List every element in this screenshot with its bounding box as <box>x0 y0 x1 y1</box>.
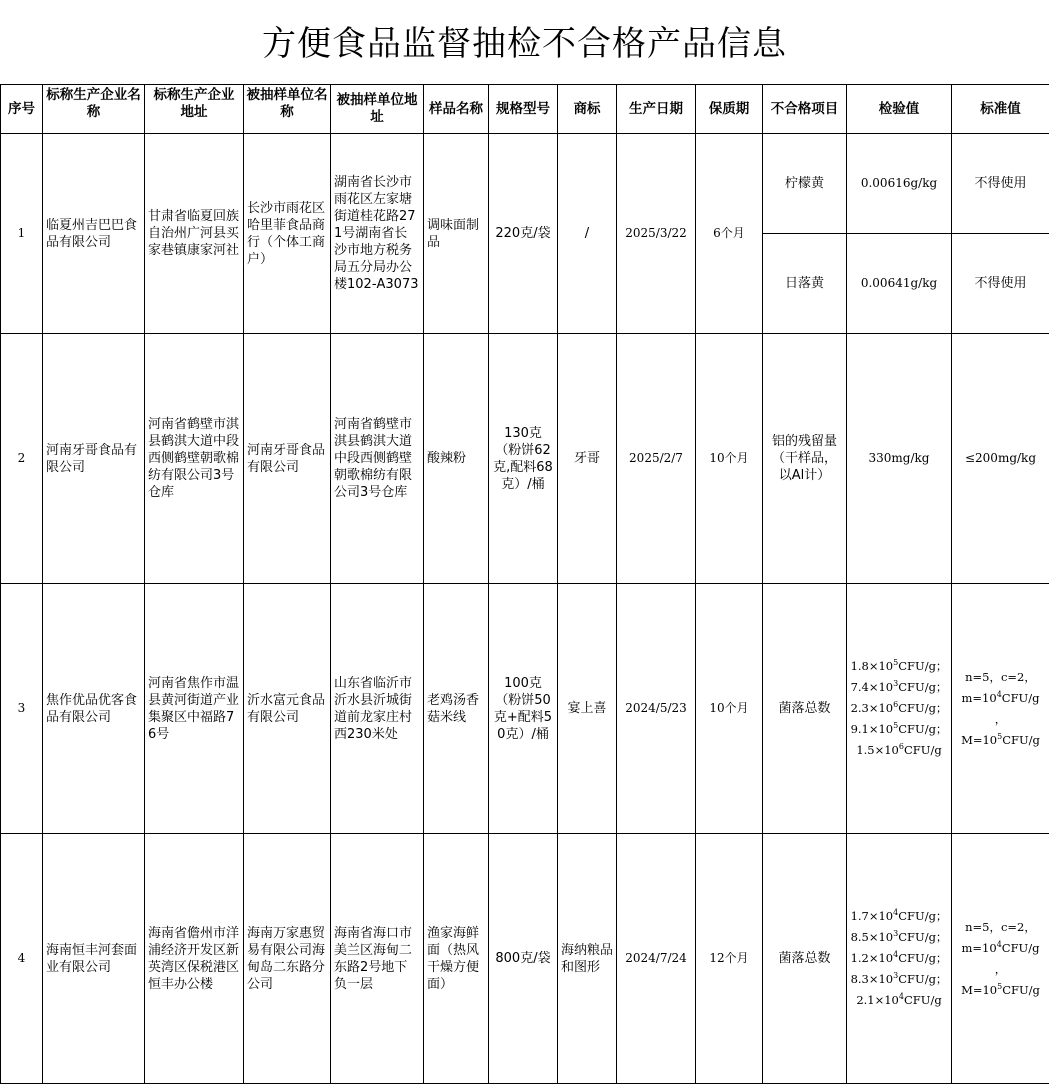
header-producer-addr: 标称生产企业地址 <box>145 85 244 134</box>
result-line: $2.1\times 10^4CFU/g$ <box>856 992 942 1007</box>
result-line: $9.1\times 10^5CFU/g$； <box>850 721 948 736</box>
cell-sampled-addr: 山东省临沂市沂水县沂城街道前龙家庄村西230米处 <box>331 584 424 834</box>
cell-shelf-life: 12个月 <box>696 834 763 1084</box>
cell-spec: 800克/袋 <box>489 834 558 1084</box>
result-line: $1.8\times 10^5CFU/g$； <box>850 658 948 673</box>
table-row <box>1 134 1049 234</box>
cell-spec: 130克（粉饼62克,配料68克）/桶 <box>489 334 558 584</box>
cell-prod-date: 2024/7/24 <box>617 834 696 1084</box>
cell-producer-name: 河南牙哥食品有限公司 <box>43 334 145 584</box>
cell-brand: 海纳粮品和图形 <box>558 834 617 1084</box>
result-line: $7.4\times 10^3CFU/g$； <box>850 679 948 694</box>
header-shelf-life: 保质期 <box>696 85 763 134</box>
cell-seq: 1 <box>1 134 43 334</box>
header-item: 不合格项目 <box>763 85 847 134</box>
cell-producer-addr: 河南省焦作市温县黄河街道产业集聚区中福路76号 <box>145 584 244 834</box>
cell-standard: ≤200mg/kg <box>952 334 1049 584</box>
cell-result-list <box>847 834 952 1084</box>
cell-sample-name: 调味面制品 <box>424 134 489 334</box>
cell-producer-name: 临夏州吉巴巴食品有限公司 <box>43 134 145 334</box>
cell-prod-date: 2025/2/7 <box>617 334 696 584</box>
table-row <box>1 834 1049 1084</box>
cell-producer-addr: 甘肃省临夏回族自治州广河县买家巷镇康家河社 <box>145 134 244 334</box>
cell-shelf-life: 10个月 <box>696 584 763 834</box>
cell-seq: 4 <box>1 834 43 1084</box>
result-line: $2.3\times 10^6CFU/g$； <box>850 700 948 715</box>
result-line: $1.7\times 10^4CFU/g$； <box>850 908 948 923</box>
header-spec: 规格型号 <box>489 85 558 134</box>
header-sample-name: 样品名称 <box>424 85 489 134</box>
result-line: $1.2\times 10^4CFU/g$； <box>850 950 948 965</box>
cell-producer-name: 海南恒丰河套面业有限公司 <box>43 834 145 1084</box>
cell-spec: 220克/袋 <box>489 134 558 334</box>
cell-sample-name: 酸辣粉 <box>424 334 489 584</box>
table-row <box>1 334 1049 584</box>
cell-item: 日落黄 <box>763 234 847 334</box>
cell-brand: / <box>558 134 617 334</box>
cell-seq: 3 <box>1 584 43 834</box>
cell-sampled-addr: 海南省海口市美兰区海甸二东路2号地下负一层 <box>331 834 424 1084</box>
result-line: $8.5\times 10^3CFU/g$； <box>850 929 948 944</box>
cell-sampled-name: 海南万家惠贸易有限公司海甸岛二东路分公司 <box>244 834 331 1084</box>
cell-prod-date: 2024/5/23 <box>617 584 696 834</box>
cell-item: 柠檬黄 <box>763 134 847 234</box>
header-standard: 标准值 <box>952 85 1049 134</box>
header-sampled-name: 被抽样单位名称 <box>244 85 331 134</box>
standard-line: $M=10^5CFU/g$ <box>961 981 1040 997</box>
cell-sampled-addr: 湖南省长沙市雨花区左家塘街道桂花路271号湖南省长沙市地方税务局五分局办公楼102-A3073 <box>331 134 424 334</box>
cell-sampled-name: 长沙市雨花区哈里菲食品商行（个体工商户） <box>244 134 331 334</box>
result-line: $1.5\times 10^6CFU/g$ <box>856 742 942 757</box>
cell-sampled-addr: 河南省鹤壁市淇县鹤淇大道中段西侧鹤壁朝歌棉纺有限公司3号仓库 <box>331 334 424 584</box>
cell-item: 铝的残留量（干样品，以Al计） <box>763 334 847 584</box>
standard-line: ， <box>994 711 1007 726</box>
cell-prod-date: 2025/3/22 <box>617 134 696 334</box>
cell-producer-addr: 海南省儋州市洋浦经济开发区新英湾区保税港区恒丰办公楼 <box>145 834 244 1084</box>
standard-line: $M=10^5CFU/g$ <box>961 731 1040 747</box>
standard-line: $m=10^4CFU/g$ <box>961 689 1040 705</box>
cell-standard: 不得使用 <box>952 134 1049 234</box>
cell-item: 菌落总数 <box>763 584 847 834</box>
page-title: 方便食品监督抽检不合格产品信息 <box>262 24 787 64</box>
cell-spec: 100克（粉饼50克+配料50克）/桶 <box>489 584 558 834</box>
header-producer-name: 标称生产企业名称 <box>43 85 145 134</box>
cell-result: 0.00641g/kg <box>847 234 952 334</box>
header-sampled-addr: 被抽样单位地址 <box>331 85 424 134</box>
cell-standard: 不得使用 <box>952 234 1049 334</box>
standard-line: $m=10^4CFU/g$ <box>961 939 1040 955</box>
header-result: 检验值 <box>847 85 952 134</box>
cell-item: 菌落总数 <box>763 834 847 1084</box>
result-line: $8.3\times 10^3CFU/g$； <box>850 971 948 986</box>
cell-standard <box>952 834 1049 1084</box>
cell-standard <box>952 584 1049 834</box>
cell-shelf-life: 10个月 <box>696 334 763 584</box>
cell-result: 0.00616g/kg <box>847 134 952 234</box>
table-row <box>1 584 1049 834</box>
header-seq: 序号 <box>1 85 43 134</box>
standard-line: n=5，c=2， <box>965 669 1036 684</box>
header-brand: 商标 <box>558 85 617 134</box>
cell-producer-name: 焦作优品优客食品有限公司 <box>43 584 145 834</box>
standard-line: n=5，c=2， <box>965 919 1036 934</box>
header-prod-date: 生产日期 <box>617 85 696 134</box>
cell-shelf-life: 6个月 <box>696 134 763 334</box>
cell-sample-name: 老鸡汤香菇米线 <box>424 584 489 834</box>
cell-producer-addr: 河南省鹤壁市淇县鹤淇大道中段西侧鹤壁朝歌棉纺有限公司3号仓库 <box>145 334 244 584</box>
cell-sampled-name: 沂水富元食品有限公司 <box>244 584 331 834</box>
unqualified-products-table <box>0 84 1049 1084</box>
cell-sample-name: 渔家海鲜面（热风干燥方便面） <box>424 834 489 1084</box>
cell-result: 330mg/kg <box>847 334 952 584</box>
standard-line: ， <box>994 961 1007 976</box>
cell-seq: 2 <box>1 334 43 584</box>
header-row <box>1 85 1049 134</box>
cell-result-list <box>847 584 952 834</box>
cell-sampled-name: 河南牙哥食品有限公司 <box>244 334 331 584</box>
cell-brand: 宴上喜 <box>558 584 617 834</box>
cell-brand: 牙哥 <box>558 334 617 584</box>
